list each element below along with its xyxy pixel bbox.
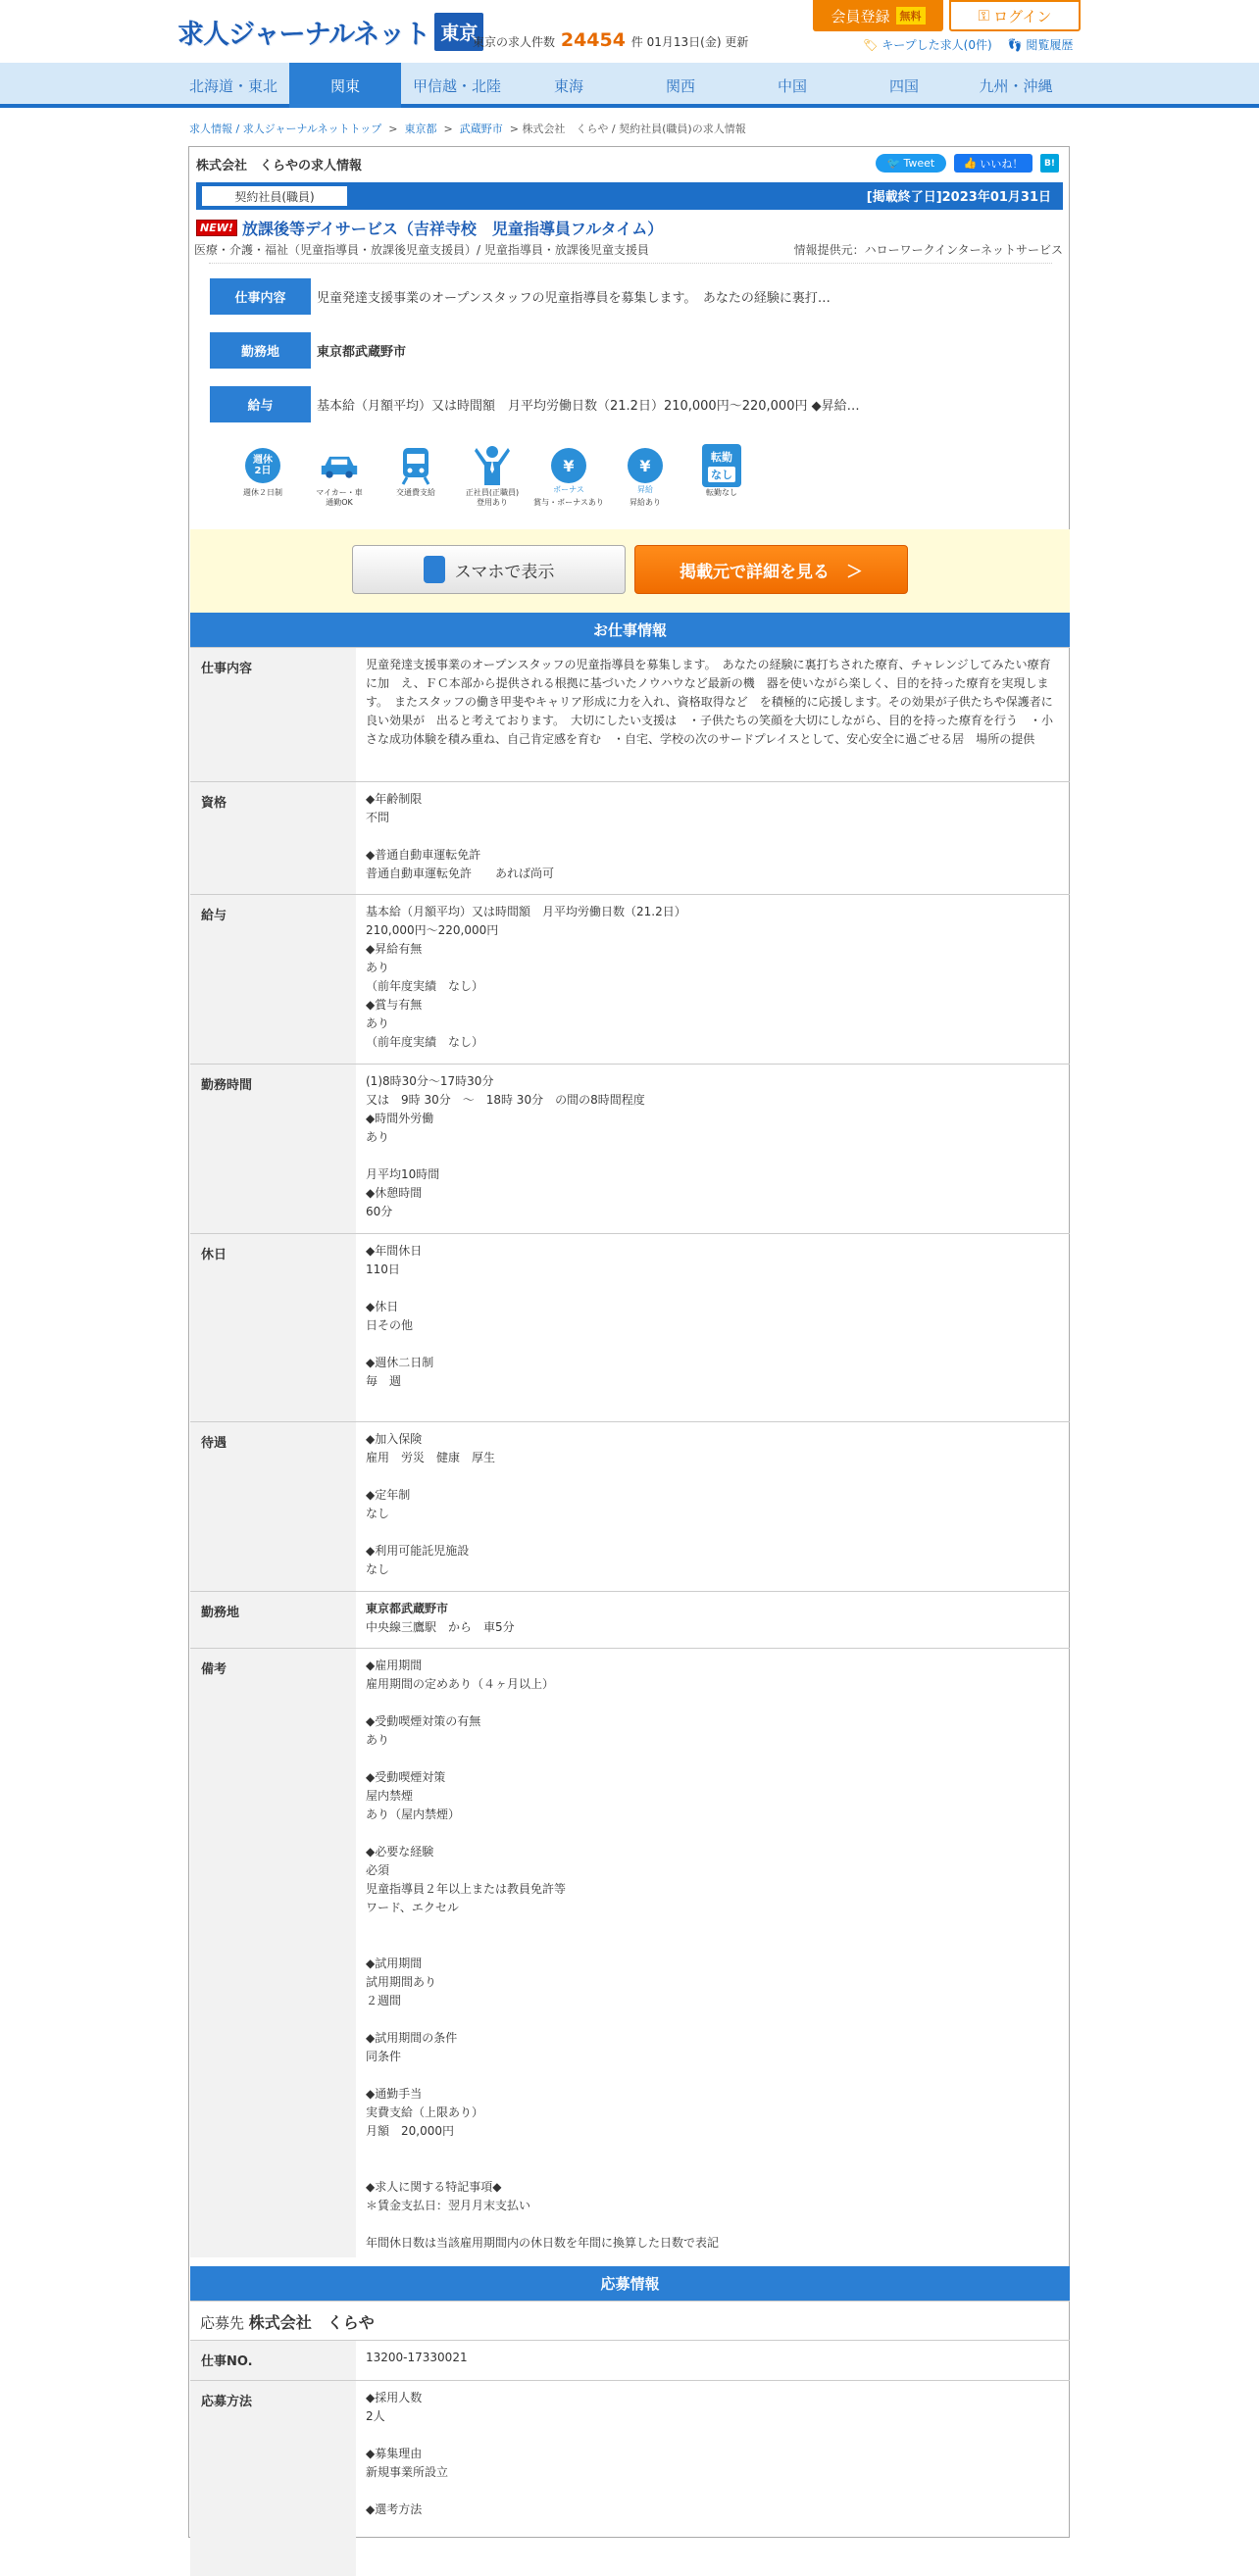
row-label: 応募方法 [190,2381,356,2576]
bonus-sublabel: ボーナス [553,485,584,494]
row-label: 勤務地 [190,1592,356,1648]
row-label: 備考 [190,1649,356,2257]
train-icon [396,446,435,485]
nav-item-tokai[interactable]: 東海 [553,76,583,95]
work-info-heading: お仕事情報 [190,613,1070,647]
summary-value: 児童発達支援事業のオープンスタッフの児童指導員を募集します。 あなたの経験に裏打… [317,291,831,306]
job-title: 放課後等デイサービス（吉祥寺校 児童指導員フルタイム） [242,220,664,238]
feature-item [378,446,454,507]
car-icon [320,446,359,485]
work-row [190,1233,1070,1421]
feature-caption: マイカー・車 通勤OK [316,488,363,507]
row-value: 13200-17330021 [366,2351,468,2364]
nav-item-chugoku[interactable]: 中国 [777,76,807,95]
login-label: ログイン [993,7,1052,25]
breadcrumb-sep: > [388,123,398,135]
work-row [190,781,1070,894]
row-label: 休日 [190,1234,356,1421]
row-value [356,1592,1070,1648]
work-row [190,894,1070,1064]
weekly-2days-off-icon: 週休 2日 [245,448,280,483]
thumbs-up-icon: 👍 [963,157,978,170]
row-value: (1)8時30分～17時30分 又は 9時 30分 ～ 18時 30分 の間の8時間程度 ◆時間外労働 あり 月平均10時間 ◆休憩時間 60分 [366,1074,645,1218]
summary-row [210,332,406,369]
row-label: 仕事内容 [190,648,356,781]
tweet-label: Tweet [903,157,935,170]
breadcrumb-sep: > [509,123,519,135]
summary-row [210,278,831,315]
login-button[interactable] [949,0,1081,31]
summary-label: 仕事内容 [210,278,311,315]
nav-item-kyushu[interactable]: 九州・沖縄 [979,76,1053,95]
apply-to [190,2301,1070,2340]
employment-type-bar [196,182,1063,210]
feature-caption: 賞与・ボーナスあり [533,497,604,507]
work-row [190,647,1070,781]
feature-item [530,446,607,507]
company-name: 株式会社 くらやの求人情報 [196,159,363,173]
row-label: 待遇 [190,1422,356,1591]
employment-type: 契約社員(職員) [202,186,347,206]
apply-row [190,2340,1070,2380]
apply-row [190,2380,1070,2576]
feature-item [225,446,301,507]
summary-value: 東京都武蔵野市 [317,345,407,360]
row-label: 給与 [190,895,356,1064]
apply-to-company: 株式会社 くらや [248,2313,375,2332]
free-badge: 無料 [896,7,926,25]
breadcrumb [189,121,746,136]
like-label: いいね！ [980,157,1024,171]
row-value: ◆年間休日 110日 ◆休日 日その他 ◆週休二日制 毎 週 [366,1244,434,1388]
summary-label: 給与 [210,386,311,422]
job-count-prefix: 東京の求人件数 [473,35,556,49]
row-label: 勤務時間 [190,1065,356,1233]
breadcrumb-city[interactable]: 武蔵野市 [459,123,503,135]
history-link[interactable]: 閲覧履歴 [1026,38,1074,52]
work-access: 中央線三鷹駅 から 車5分 [366,1620,515,1634]
hatena-bookmark-button[interactable]: B! [1040,154,1059,173]
staff-promotion-icon [473,446,512,485]
breadcrumb-top[interactable]: 求人情報 / 求人ジャーナルネットトップ [189,123,382,135]
site-logo[interactable] [177,14,483,49]
nav-item-shikoku[interactable]: 四国 [888,76,919,95]
feature-item [454,446,530,507]
breadcrumb-sep: > [443,123,453,135]
job-count-number: 24454 [560,29,626,51]
divider [209,263,1052,264]
key-icon: ⚿ [978,7,990,25]
feature-caption: 正社員(正職員) 登用あり [465,488,520,507]
register-button[interactable] [813,0,943,31]
raise-icon: ¥ [628,448,663,483]
feature-item [301,446,378,507]
smartphone-view-button[interactable] [352,545,626,594]
cta-area [190,529,1070,613]
row-value: ◆加入保険 雇用 労災 健康 厚生 ◆定年制 なし ◆利用可能託児施設 なし [366,1432,496,1576]
apply-info-heading: 応募情報 [190,2266,1070,2301]
header-links [863,36,1084,53]
breadcrumb-pref[interactable]: 東京都 [404,123,437,135]
feature-item [683,446,760,507]
smartphone-icon [424,556,445,583]
work-location: 東京都武蔵野市 [366,1602,449,1615]
row-value: 児童発達支援事業のオープンスタッフの児童指導員を募集します。 あなたの経験に裏打ちされた療育、チャレンジしてみたい療育に加 え、ＦＣ本部から提供される根拠に基づいたノウハウなど最新の機 器を使いながら楽しく、目的を持った療育を実現します。 またスタッフの働き甲斐やキャリア形成に力を入れ、資格取得など を積極的に応援します。その効果が子供たちや保護者に良い効果が 出ると考えております。 大切にしたい支援は ・子供たちの笑顔を大切にしながら、目的を持った療育を行う ・小さな成功体験を積み重ね、自己肯定感を育む ・自宅、学校の次のサードプレイスとして、安心安全に過ごせる居 場所の提供 [366,658,1054,746]
job-source: 情報提供元：ハローワークインターネットサービス [793,243,1063,257]
register-label: 会員登録 [831,7,890,25]
share-buttons [876,154,1059,173]
summary-row [210,386,860,422]
nav-item-hokkaido[interactable]: 北海道・東北 [188,76,277,95]
twitter-icon: 🐦 [886,157,901,170]
new-badge: NEW! [196,220,237,236]
smartphone-label: スマホで表示 [454,562,555,582]
row-value: ◆年齢制限 不問 ◆普通自動車運転免許 普通自動車運転免許 あれば尚可 [366,792,555,880]
work-row [190,1421,1070,1591]
tweet-button[interactable] [876,154,946,173]
logo-prefecture: 東京 [434,13,483,51]
feature-caption: 昇給あり [630,497,661,507]
work-row [190,1591,1070,1648]
nav-item-koshinetsu[interactable]: 甲信越・北陸 [412,76,501,95]
job-count [473,29,748,51]
view-source-detail-button[interactable] [634,545,908,594]
site-header [0,0,1259,63]
logo-text: 求人ジャーナルネット [177,19,430,50]
feature-item [607,446,683,507]
work-row [190,1064,1070,1233]
raise-sublabel: 昇給 [637,485,653,494]
apply-to-label: 応募先 [200,2314,245,2332]
job-category: 医療・介護・福祉（児童指導員・放課後児童支援員）/ 児童指導員・放課後児童支援員 [194,243,649,257]
breadcrumb-current: 株式会社 くらや / 契約社員(職員)の求人情報 [522,123,746,135]
row-label: 仕事NO. [190,2341,356,2380]
detail-label: 掲載元で詳細を見る ＞ [680,562,863,582]
feature-icons [225,446,760,507]
summary-value: 基本給（月額平均）又は時間額 月平均労働日数（21.2日）210,000円～220,000円 ◆昇給… [317,399,860,414]
row-label: 資格 [190,782,356,894]
nav-item-kansai[interactable]: 関西 [665,76,695,95]
job-count-suffix: 件 01月13日(金) 更新 [630,35,749,49]
work-row [190,1648,1070,2257]
row-value: ◆雇用期間 雇用期間の定めあり（４ヶ月以上） ◆受動喫煙対策の有無 あり ◆受動喫煙対策 屋内禁煙 あり（屋内禁煙） ◆必要な経験 必須 児童指導員２年以上または教員免許等 ワード、エクセル ◆試用期間 試用期間あり ２週間 ◆試用期間の条件 同条件 ◆通勤手当 実費支給（上限あり） 月額 20,000円 ◆求人に関する特記事項◆ ＊賃金支払日：翌月月末支払い 年間休日数は当該雇用期間内の休日数を年間に換算した日数で表記 [366,1659,720,2250]
row-value: 基本給（月額平均）又は時間額 月平均労働日数（21.2日） 210,000円～220,000円 ◆昇給有無 あり （前年度実績 なし） ◆賞与有無 あり （前年度実績 なし） [366,905,686,1049]
feature-caption: 交通費支給 [396,488,435,497]
nav-item-kanto[interactable]: 関東 [289,63,401,108]
tag-icon: 🏷 [863,38,879,52]
facebook-like-button[interactable] [954,154,1032,173]
kept-jobs-link[interactable]: キープした求人(0件) [881,38,992,52]
region-nav [0,63,1259,108]
row-value: ◆採用人数 2人 ◆募集理由 新規事業所設立 ◆選考方法 [366,2391,449,2516]
posting-end-date: [掲載終了日]2023年01月31日 [866,190,1051,205]
feature-caption: 転勤なし [706,488,737,497]
footprints-icon: 👣 [1007,38,1023,52]
feature-caption: 週休２日制 [243,488,282,497]
job-detail-box [188,146,1070,2538]
no-transfer-icon: 転勤 なし [702,444,741,487]
bonus-icon: ¥ [551,448,586,483]
summary-label: 勤務地 [210,332,311,369]
